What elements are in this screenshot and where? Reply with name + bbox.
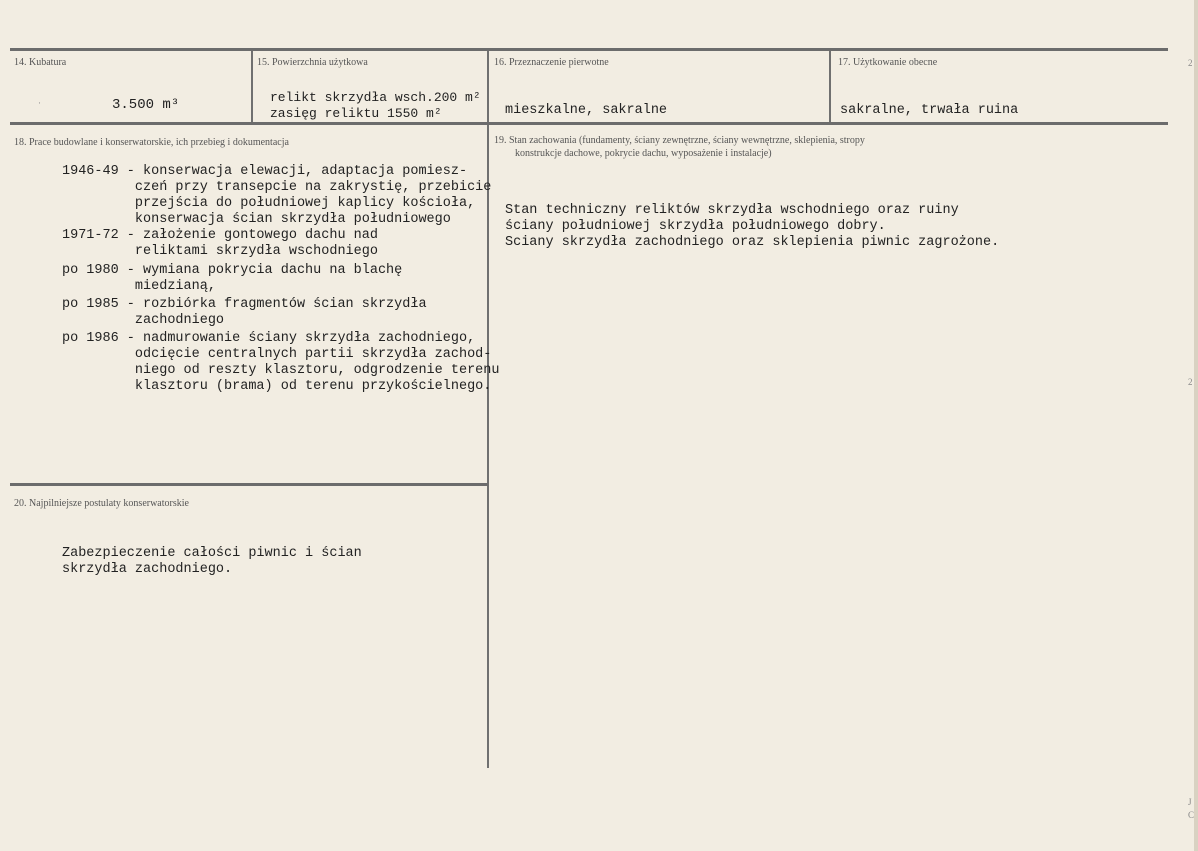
field-18-line: odcięcie centralnych partii skrzydła zachod- xyxy=(62,347,492,362)
field-16-label: 16. Przeznaczenie pierwotne xyxy=(494,57,609,68)
field-18-line: 1946-49 - konserwacja elewacji, adaptacja pomiesz- xyxy=(62,164,468,179)
field-20-line: skrzydła zachodniego. xyxy=(62,562,233,577)
field-15-line-1: relikt skrzydła wsch.200 m² xyxy=(270,90,481,105)
field-20-line: Zabezpieczenie całości piwnic i ścian xyxy=(62,546,362,561)
main-divider xyxy=(487,125,489,768)
field-18-line: przejścia do południowej kaplicy kościoła, xyxy=(62,196,476,211)
field-18-line: niego od reszty klasztoru, odgrodzenie terenu xyxy=(62,363,500,378)
field-18-line: 1971-72 - założenie gontowego dachu nad xyxy=(62,228,378,243)
field-15-line-2: zasięg reliktu 1550 m² xyxy=(270,106,442,121)
field-20-label: 20. Najpilniejsze postulaty konserwatorskie xyxy=(14,498,189,509)
field-17-value: sakralne, trwała ruina xyxy=(840,103,1019,118)
field-18-line: czeń przy transepcie na zakrystię, przebicie xyxy=(62,180,492,195)
field-18-line: zachodniego xyxy=(62,313,225,328)
field-17-label: 17. Użytkowanie obecne xyxy=(838,57,938,68)
top-rule xyxy=(10,48,1168,51)
margin-mark: 2 xyxy=(1188,58,1193,68)
field-19-label-line-1: 19. Stan zachowania (fundamenty, ściany zewnętrzne, ściany wewnętrzne, sklepienia, stropy xyxy=(494,135,865,146)
margin-mark: J xyxy=(1188,797,1192,807)
field-14-label: 14. Kubatura xyxy=(14,57,67,68)
field-16-value: mieszkalne, sakralne xyxy=(505,103,668,118)
divider-14-15 xyxy=(251,51,253,123)
divider-15-16 xyxy=(487,51,489,123)
margin-mark: 2 xyxy=(1188,377,1193,387)
field-14-value: 3.500 m³ xyxy=(112,97,180,113)
divider-16-17 xyxy=(829,51,831,123)
row-18-20-rule xyxy=(10,483,488,486)
speck: · xyxy=(38,98,41,108)
field-18-line: klasztoru (brama) od terenu przykościelnego. xyxy=(62,379,492,394)
field-18-line: reliktami skrzydła wschodniego xyxy=(62,244,378,259)
field-15-label: 15. Powierzchnia użytkowa xyxy=(257,57,368,68)
field-18-line: konserwacja ścian skrzydła południowego xyxy=(62,212,451,227)
margin-mark: C xyxy=(1188,810,1195,820)
field-18-line: po 1980 - wymiana pokrycia dachu na blachę xyxy=(62,263,403,278)
field-18-line: po 1986 - nadmurowanie ściany skrzydła zachodniego, xyxy=(62,331,476,346)
field-19-line: Sciany skrzydła zachodniego oraz sklepienia piwnic zagrożone. xyxy=(505,235,1000,250)
field-18-line: po 1985 - rozbiórka fragmentów ścian skrzydła xyxy=(62,297,427,312)
page-edge xyxy=(1194,0,1198,851)
field-19-label-line-2: konstrukcje dachowe, pokrycie dachu, wyposażenie i instalacje) xyxy=(515,148,772,159)
field-19-line: Stan techniczny reliktów skrzydła wschodniego oraz ruiny xyxy=(505,203,959,218)
field-18-line: miedzianą, xyxy=(62,279,216,294)
field-19-line: ściany południowej skrzydła południowego dobry. xyxy=(505,219,886,234)
row1-rule xyxy=(10,122,1168,125)
field-18-label: 18. Prace budowlane i konserwatorskie, ich przebieg i dokumentacja xyxy=(14,137,289,148)
